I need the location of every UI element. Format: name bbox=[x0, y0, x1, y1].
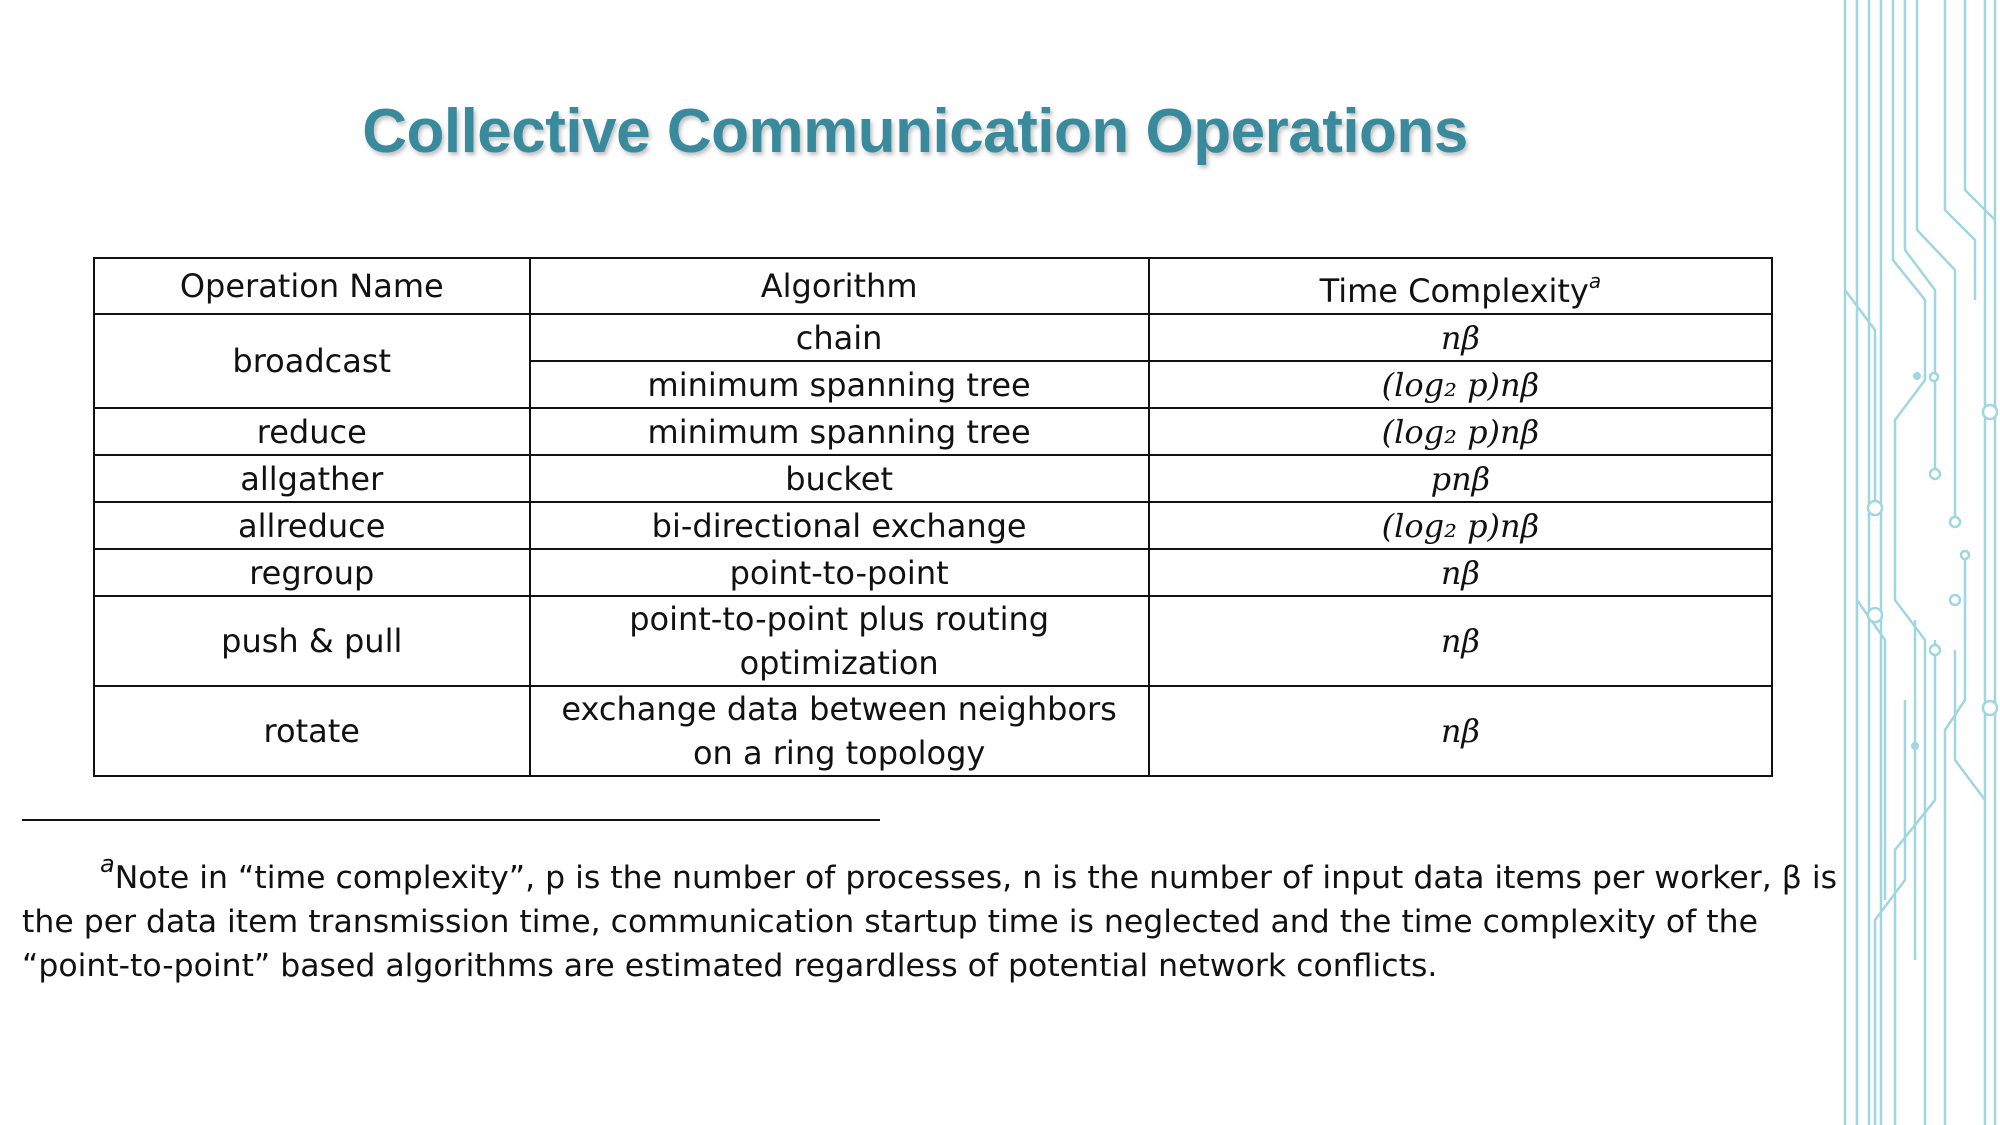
algorithm-cell bbox=[530, 596, 1149, 686]
complexity-cell: pnβ bbox=[1149, 455, 1772, 502]
operation-cell: broadcast bbox=[94, 314, 530, 408]
algorithm-line: point-to-point plus routing bbox=[629, 600, 1050, 638]
operation-cell: allreduce bbox=[94, 502, 530, 549]
complexity-cell: nβ bbox=[1149, 596, 1772, 686]
complexity-cell: (log₂ p)nβ bbox=[1149, 361, 1772, 408]
operation-cell: reduce bbox=[94, 408, 530, 455]
complexity-cell: nβ bbox=[1149, 549, 1772, 596]
footnote-rule bbox=[22, 819, 880, 821]
algorithm-line: on a ring topology bbox=[692, 734, 986, 772]
footnote-marker: a bbox=[1588, 269, 1602, 293]
algorithm-cell: minimum spanning tree bbox=[530, 408, 1149, 455]
algorithm-cell: point-to-point bbox=[530, 549, 1149, 596]
footnote bbox=[22, 842, 1842, 988]
table-row bbox=[94, 408, 1772, 455]
operations-table bbox=[93, 257, 1773, 777]
table-row bbox=[94, 686, 1772, 776]
slide-title: Collective Communication Operations bbox=[362, 97, 1468, 166]
complexity-cell: nβ bbox=[1149, 314, 1772, 361]
complexity-cell: (log₂ p)nβ bbox=[1149, 502, 1772, 549]
header-time-complexity-label: Time Complexity bbox=[1319, 272, 1589, 310]
table-row bbox=[94, 596, 1772, 686]
operation-cell: regroup bbox=[94, 549, 530, 596]
operation-cell: push & pull bbox=[94, 596, 530, 686]
table-header-row bbox=[94, 258, 1772, 314]
table-row bbox=[94, 549, 1772, 596]
table-row bbox=[94, 314, 1772, 361]
table-row bbox=[94, 502, 1772, 549]
algorithm-cell: chain bbox=[530, 314, 1149, 361]
circuit-board-decoration-icon bbox=[1835, 0, 2000, 1125]
algorithm-line: optimization bbox=[739, 644, 939, 682]
algorithm-line: exchange data between neighbors bbox=[561, 690, 1117, 728]
algorithm-cell: minimum spanning tree bbox=[530, 361, 1149, 408]
algorithm-cell: bucket bbox=[530, 455, 1149, 502]
operation-cell: rotate bbox=[94, 686, 530, 776]
header-time-complexity bbox=[1149, 258, 1772, 314]
algorithm-cell: bi-directional exchange bbox=[530, 502, 1149, 549]
table-row bbox=[94, 455, 1772, 502]
complexity-cell: nβ bbox=[1149, 686, 1772, 776]
footnote-text: Note in “time complexity”, p is the number of processes, n is the number of input data items per worker, β is the per data item transmission time, communication startup time is neglected and the time complexity of the “point-to-point” based algorithms are estimated regardless of potential network conflicts. bbox=[22, 860, 1838, 984]
header-operation-name: Operation Name bbox=[94, 258, 530, 314]
header-algorithm: Algorithm bbox=[530, 258, 1149, 314]
complexity-cell: (log₂ p)nβ bbox=[1149, 408, 1772, 455]
operation-cell: allgather bbox=[94, 455, 530, 502]
footnote-marker: a bbox=[100, 850, 115, 878]
algorithm-cell bbox=[530, 686, 1149, 776]
